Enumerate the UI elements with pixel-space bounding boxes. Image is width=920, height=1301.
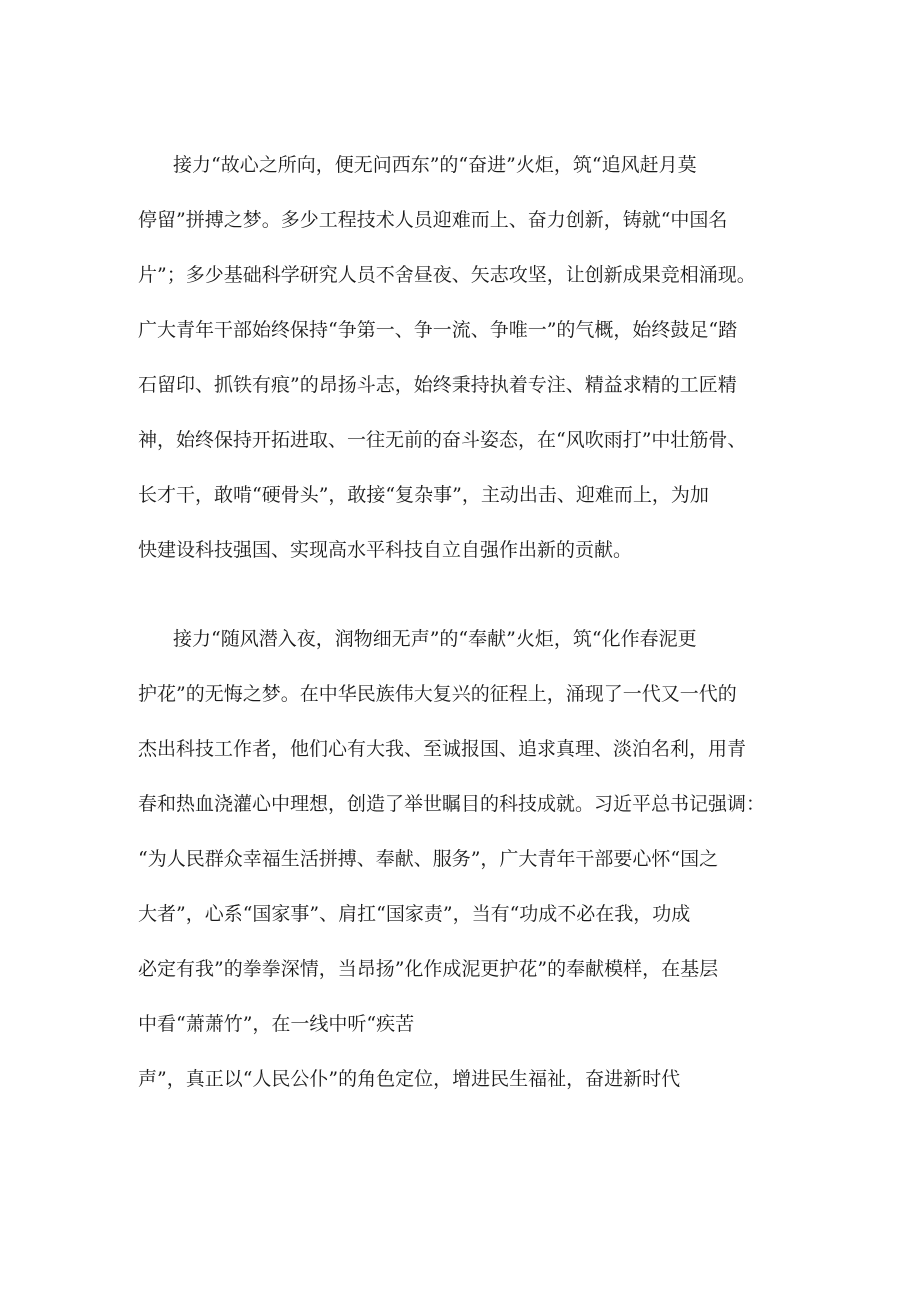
paragraph-1-line-2: 停留”拼搏之梦。多少工程技术人员迎难而上、奋力创新，铸就“中国名	[138, 209, 728, 231]
paragraph-2-line-6: 大者”，心系“国家事”、肩扛“国家责”，当有“功成不必在我，功成	[138, 903, 691, 925]
paragraph-2-line-2: 护花”的无悔之梦。在中华民族伟大复兴的征程上，涌现了一代又一代的	[138, 683, 737, 705]
paragraph-1-line-3: 片”；多少基础科学研究人员不舍昼夜、矢志攻坚，让创新成果竞相涌现。	[138, 264, 756, 286]
paragraph-1-line-1: 接力“故心之所向，便无问西东”的“奋进”火炬，筑“追风赶月莫	[173, 154, 697, 176]
paragraph-1-line-5: 石留印、抓铁有痕”的昂扬斗志，始终秉持执着专注、精益求精的工匠精	[138, 374, 737, 396]
paragraph-1-line-4: 广大青年干部始终保持“争第一、争一流、争唯一”的气概，始终鼓足“踏	[138, 319, 738, 341]
paragraph-2-line-1: 接力“随风潜入夜，润物细无声”的“奉献”火炬，筑“化作春泥更	[173, 628, 697, 650]
paragraph-1-line-7: 长才干，敢啃“硬骨头”，敢接“复杂事”，主动出击、迎难而上，为加	[138, 484, 709, 506]
paragraph-1-line-6: 神，始终保持开拓进取、一往无前的奋斗姿态，在“风吹雨打”中壮筋骨、	[138, 429, 747, 451]
paragraph-2-line-4: 春和热血浇灌心中理想，创造了举世瞩目的科技成就。习近平总书记强调：	[138, 793, 766, 815]
paragraph-2-line-5: “为人民群众幸福生活拼搏、奉献、服务”，广大青年干部要心怀“国之	[138, 848, 719, 870]
paragraph-1-line-8: 快建设科技强国、实现高水平科技自立自强作出新的贡献。	[138, 539, 633, 561]
paragraph-2-line-3: 杰出科技工作者，他们心有大我、至诚报国、追求真理、淡泊名利，用青	[138, 738, 747, 760]
paragraph-2-line-8: 中看“萧萧竹”，在一线中听“疾苦	[138, 1013, 415, 1035]
paragraph-2-line-9: 声”，真正以“人民公仆”的角色定位，增进民生福祉，奋进新时代	[138, 1068, 681, 1090]
paragraph-2-line-7: 必定有我”的拳拳深情，当昂扬”化作成泥更护花”的奉献模样，在基层	[138, 958, 719, 980]
